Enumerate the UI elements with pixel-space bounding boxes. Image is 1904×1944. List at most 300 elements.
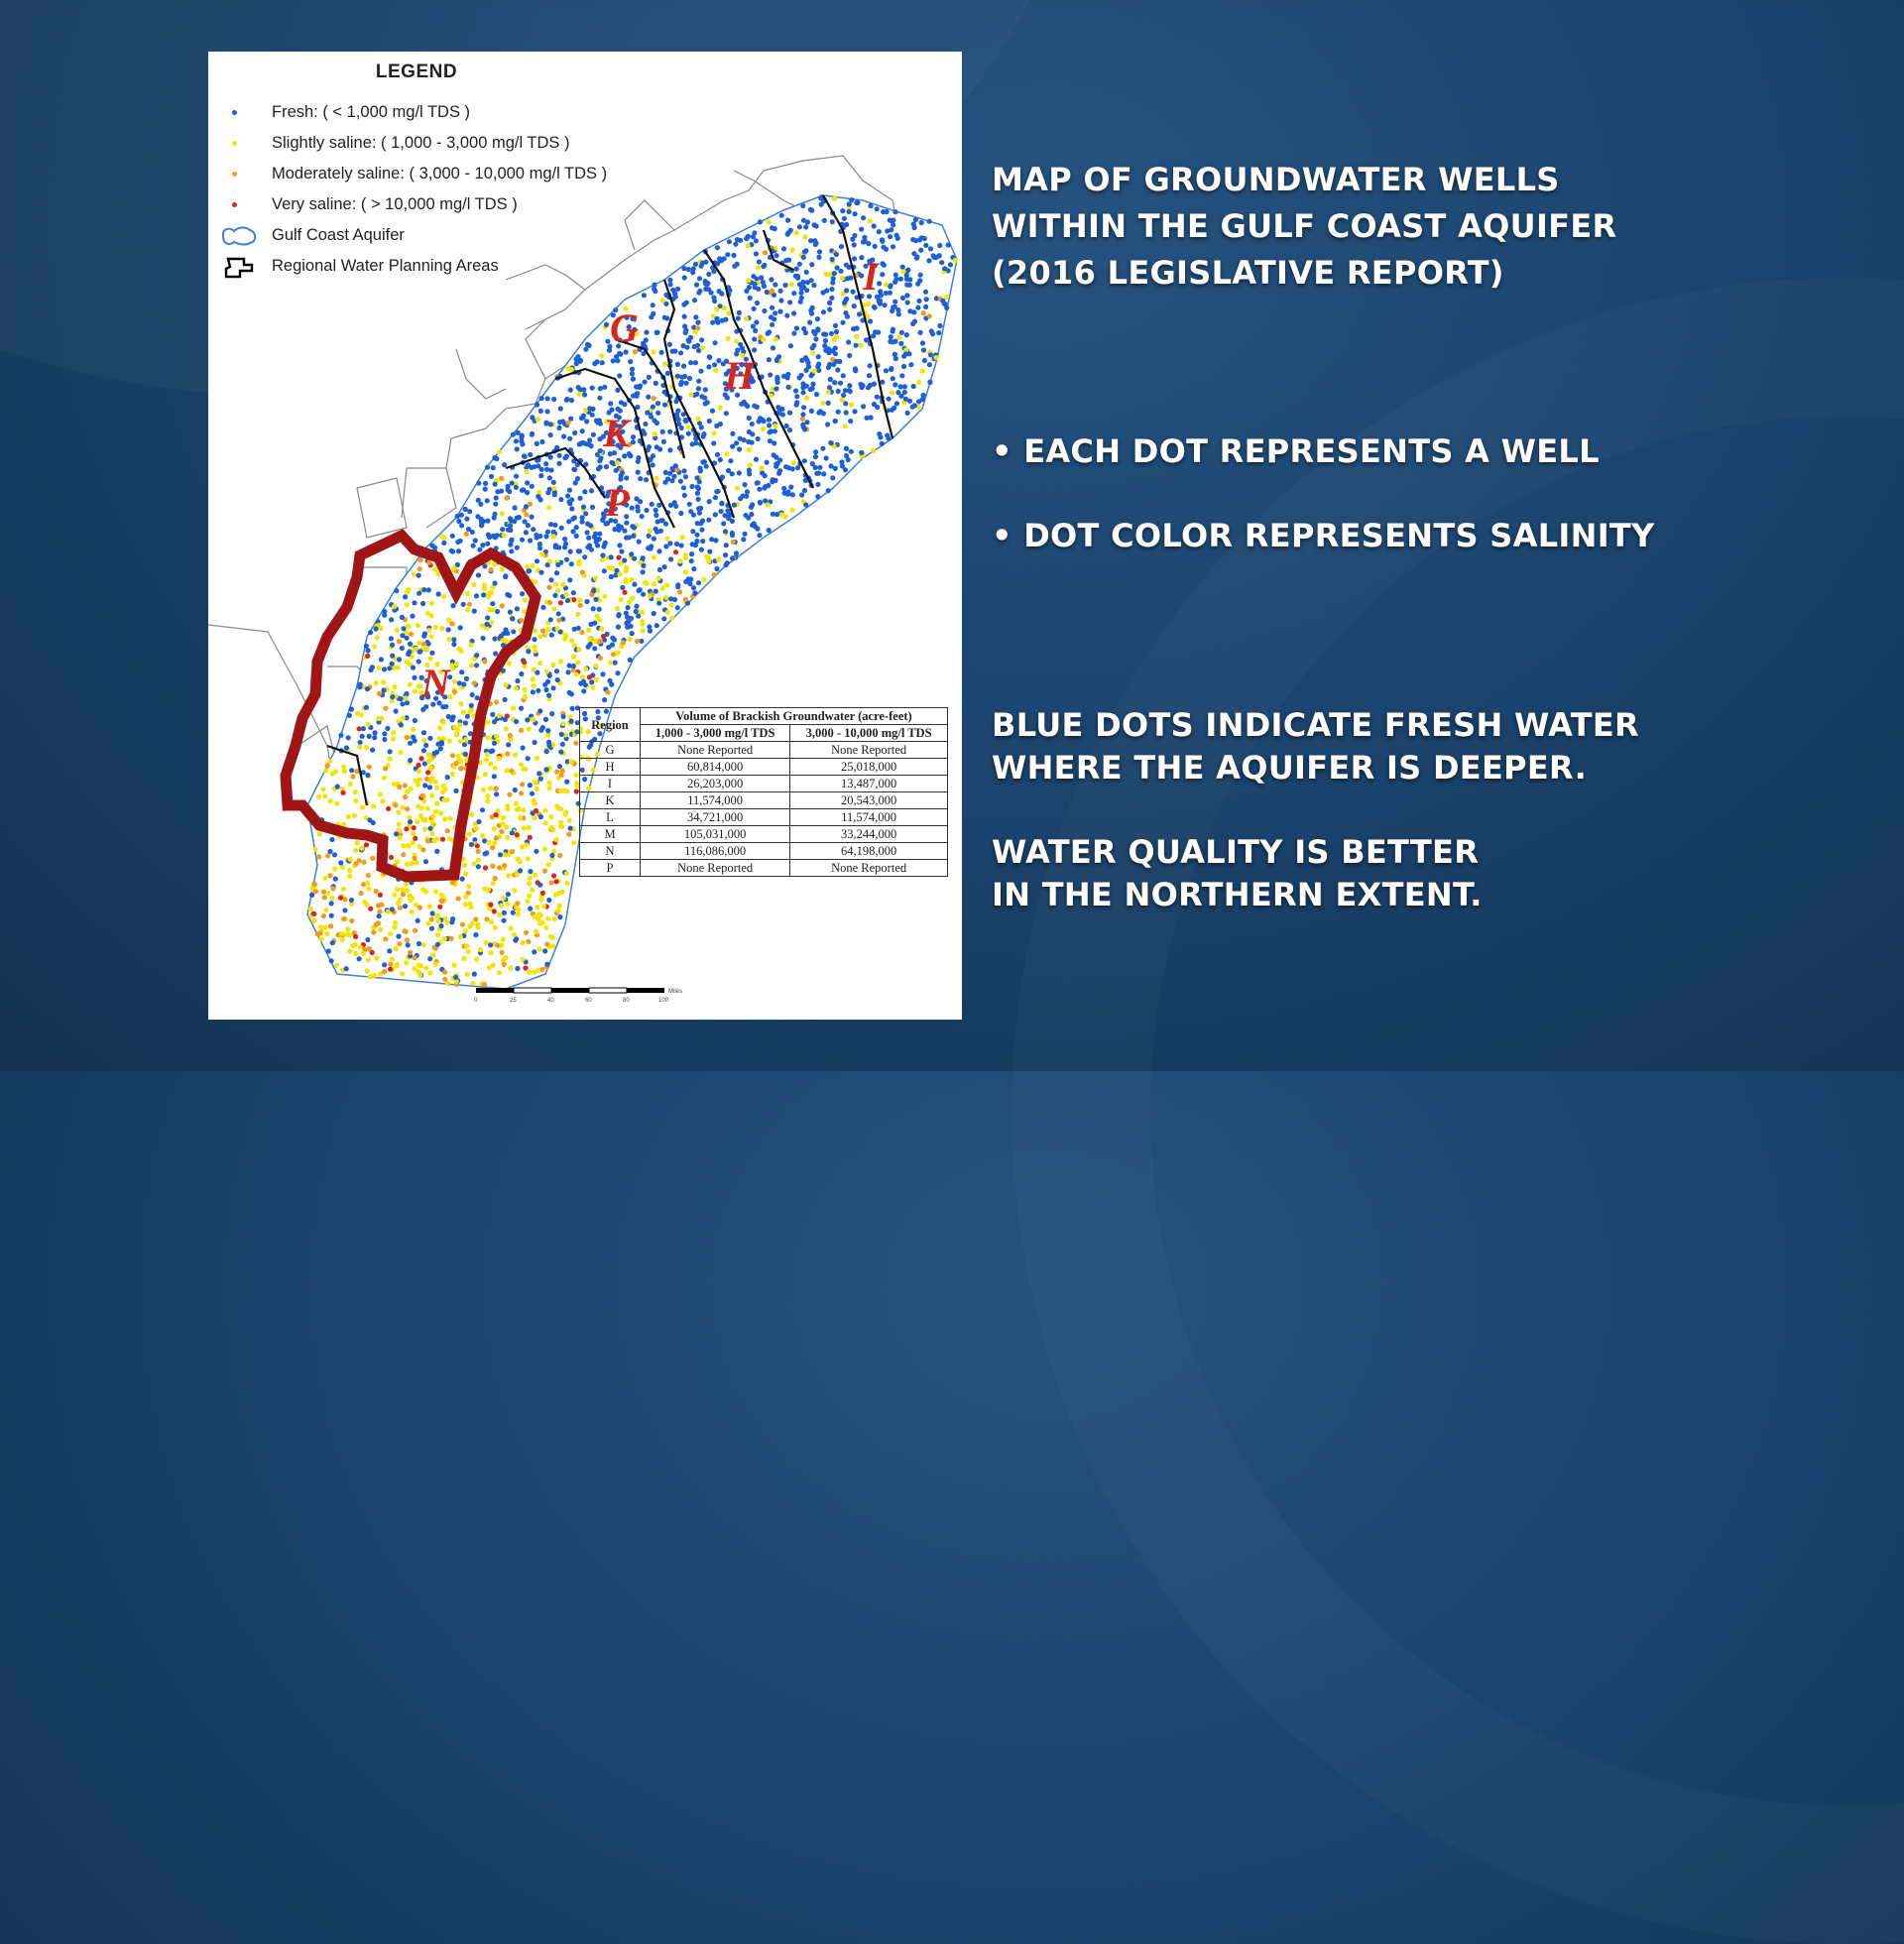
well-dot <box>349 768 354 773</box>
well-dot <box>548 467 553 472</box>
well-dot <box>815 494 820 499</box>
well-dot <box>403 794 408 799</box>
well-dot <box>423 966 428 971</box>
well-dot <box>884 247 889 252</box>
well-dot <box>771 345 775 350</box>
bullet-item: • EACH DOT REPRESENTS A WELL <box>992 432 1600 470</box>
well-dot <box>604 322 609 327</box>
well-dot <box>838 269 843 274</box>
well-dot <box>531 527 536 532</box>
well-dot <box>629 624 634 629</box>
well-dot <box>866 385 871 390</box>
well-dot <box>397 821 402 826</box>
well-dot <box>662 362 667 367</box>
well-dot <box>347 868 352 873</box>
well-dot <box>900 265 905 270</box>
well-dot <box>490 748 495 753</box>
well-dot <box>493 787 498 791</box>
well-dot <box>390 662 395 667</box>
well-dot <box>494 699 499 704</box>
orange-dot-icon <box>218 163 258 186</box>
well-dot <box>537 661 542 666</box>
well-dot <box>511 705 516 710</box>
well-dot <box>554 668 559 673</box>
well-dot <box>494 791 499 796</box>
well-dot <box>652 611 656 616</box>
well-dot <box>544 962 549 967</box>
well-dot <box>451 637 456 642</box>
well-dot <box>489 567 494 572</box>
table-cell: 25,018,000 <box>790 759 948 776</box>
well-dot <box>730 471 735 476</box>
well-dot <box>406 624 411 629</box>
well-dot <box>904 332 909 337</box>
well-dot <box>523 965 528 970</box>
well-dot <box>456 896 461 901</box>
well-dot <box>567 664 572 668</box>
well-dot <box>397 785 402 790</box>
well-dot <box>315 931 320 936</box>
well-dot <box>555 677 560 682</box>
well-dot <box>617 572 622 577</box>
well-dot <box>442 970 447 975</box>
well-dot <box>476 572 481 577</box>
well-dot <box>616 625 621 630</box>
well-dot <box>773 282 777 287</box>
well-dot <box>564 780 569 785</box>
well-dot <box>722 305 727 310</box>
well-dot <box>877 229 882 234</box>
table-cell: 11,574,000 <box>641 792 790 809</box>
well-dot <box>580 674 585 679</box>
well-dot <box>643 422 648 426</box>
well-dot <box>520 591 525 596</box>
well-dot <box>754 319 759 324</box>
well-dot <box>546 862 551 867</box>
well-dot <box>347 713 352 718</box>
well-dot <box>382 667 387 671</box>
well-dot <box>672 348 677 353</box>
well-dot <box>936 330 941 335</box>
well-dot <box>910 321 915 326</box>
well-dot <box>338 896 343 901</box>
well-dot <box>520 957 525 962</box>
well-dot <box>810 382 815 387</box>
well-dot <box>770 305 774 310</box>
well-dot <box>483 865 488 870</box>
well-dot <box>329 958 334 963</box>
well-dot <box>771 477 775 482</box>
well-dot <box>635 504 640 509</box>
well-dot <box>515 832 520 837</box>
well-dot <box>494 835 499 840</box>
well-dot <box>404 695 409 700</box>
well-dot <box>704 464 709 469</box>
well-dot <box>696 497 701 502</box>
well-dot <box>553 893 558 898</box>
well-dot <box>576 561 581 566</box>
well-dot <box>632 582 637 587</box>
well-dot <box>589 547 594 552</box>
well-dot <box>560 721 565 726</box>
well-dot <box>706 272 711 277</box>
well-dot <box>372 973 377 978</box>
well-dot <box>609 574 614 579</box>
well-dot <box>573 773 578 778</box>
table-cell: 105,031,000 <box>641 826 790 843</box>
well-dot <box>425 770 430 775</box>
well-dot <box>810 351 815 356</box>
well-dot <box>557 853 562 858</box>
well-dot <box>501 815 506 820</box>
well-dot <box>393 802 398 807</box>
well-dot <box>492 741 497 746</box>
well-dot <box>497 970 502 975</box>
well-dot <box>797 224 802 229</box>
well-dot <box>520 940 525 945</box>
well-dot <box>844 288 849 293</box>
well-dot <box>652 349 656 354</box>
well-dot <box>825 422 830 426</box>
well-dot <box>686 431 691 436</box>
well-dot <box>491 534 496 539</box>
well-dot <box>423 743 428 748</box>
well-dot <box>514 685 519 690</box>
well-dot <box>696 506 701 511</box>
well-dot <box>683 579 688 584</box>
well-dot <box>648 593 653 598</box>
well-dot <box>746 278 751 283</box>
well-dot <box>763 250 768 255</box>
table-cell: 26,203,000 <box>641 776 790 792</box>
well-dot <box>921 310 926 315</box>
well-dot <box>519 762 524 767</box>
well-dot <box>619 597 624 602</box>
well-dot <box>841 373 846 378</box>
well-dot <box>456 647 461 652</box>
well-dot <box>892 300 897 304</box>
well-dot <box>498 852 503 857</box>
map-legend <box>218 61 635 282</box>
well-dot <box>353 848 358 853</box>
well-dot <box>474 957 479 962</box>
well-dot <box>854 343 859 348</box>
well-dot <box>493 651 498 656</box>
well-dot <box>586 645 591 650</box>
well-dot <box>411 831 416 836</box>
well-dot <box>492 826 497 831</box>
well-dot <box>545 679 550 684</box>
well-dot <box>809 262 814 267</box>
well-dot <box>658 518 663 523</box>
well-dot <box>456 519 461 524</box>
well-dot <box>392 924 397 929</box>
well-dot <box>848 419 853 424</box>
well-dot <box>353 951 358 956</box>
table-row <box>580 809 948 826</box>
well-dot <box>628 637 633 642</box>
well-dot <box>636 470 641 475</box>
well-dot <box>794 230 799 235</box>
well-dot <box>681 485 686 490</box>
well-dot <box>686 425 691 429</box>
well-dot <box>495 943 500 948</box>
well-dot <box>308 907 313 911</box>
well-dot <box>510 830 515 835</box>
well-dot <box>450 916 455 921</box>
well-dot <box>413 836 417 841</box>
well-dot <box>485 542 490 547</box>
well-dot <box>489 474 494 479</box>
well-dot <box>311 917 316 922</box>
well-dot <box>467 602 472 607</box>
well-dot <box>583 347 588 352</box>
well-dot <box>387 948 392 953</box>
well-dot <box>322 876 327 881</box>
well-dot <box>490 712 495 717</box>
well-dot <box>416 641 421 646</box>
table-cell: None Reported <box>790 742 948 759</box>
well-dot <box>829 331 834 336</box>
well-dot <box>378 626 383 631</box>
well-dot <box>504 726 509 731</box>
well-dot <box>700 459 705 464</box>
well-dot <box>646 395 651 400</box>
well-dot <box>718 258 723 263</box>
well-dot <box>502 462 507 467</box>
well-dot <box>797 262 802 267</box>
well-dot <box>872 382 877 387</box>
well-dot <box>778 298 783 303</box>
well-dot <box>896 311 901 316</box>
well-dot <box>821 309 826 314</box>
well-dot <box>840 320 845 325</box>
well-dot <box>594 419 599 424</box>
well-dot <box>442 977 447 982</box>
well-dot <box>517 806 522 811</box>
well-dot <box>328 873 333 878</box>
legend-label: Regional Water Planning Areas <box>272 257 499 275</box>
well-dot <box>330 886 335 891</box>
red-dot-icon <box>218 193 258 217</box>
well-dot <box>726 310 731 315</box>
well-dot <box>784 424 789 428</box>
well-dot <box>525 480 530 485</box>
well-dot <box>766 483 771 488</box>
well-dot <box>316 794 321 799</box>
well-dot <box>757 259 762 264</box>
well-dot <box>875 206 880 211</box>
well-dot <box>493 502 498 507</box>
well-dot <box>347 932 352 937</box>
well-dot <box>559 732 564 737</box>
well-dot <box>826 488 831 493</box>
well-dot <box>557 764 562 769</box>
well-dot <box>510 849 515 854</box>
well-dot <box>513 938 518 943</box>
well-dot <box>624 611 629 616</box>
well-dot <box>490 845 495 850</box>
well-dot <box>679 543 684 547</box>
well-dot <box>476 481 481 486</box>
well-dot <box>775 380 780 385</box>
well-dot <box>474 826 479 831</box>
well-dot <box>697 289 702 294</box>
well-dot <box>360 805 365 810</box>
well-dot <box>475 514 480 519</box>
well-dot <box>349 707 354 712</box>
well-dot <box>675 374 680 379</box>
well-dot <box>929 328 934 333</box>
well-dot <box>755 480 760 485</box>
table-row <box>580 826 948 843</box>
well-dot <box>394 946 399 951</box>
well-dot <box>942 302 947 306</box>
well-dot <box>859 227 864 232</box>
well-dot <box>687 376 692 381</box>
well-dot <box>626 619 631 624</box>
well-dot <box>491 465 496 470</box>
well-dot <box>382 969 387 974</box>
well-dot <box>499 634 504 639</box>
well-dot <box>451 642 456 647</box>
well-dot <box>466 949 471 954</box>
well-dot <box>663 595 668 600</box>
well-dot <box>767 528 772 533</box>
well-dot <box>433 809 438 814</box>
well-dot <box>773 310 777 315</box>
well-dot <box>396 665 401 669</box>
well-dot <box>497 756 502 761</box>
well-dot <box>590 685 595 690</box>
well-dot <box>422 783 427 788</box>
well-dot <box>434 801 439 806</box>
well-dot <box>426 628 431 633</box>
well-dot <box>810 305 815 310</box>
well-dot <box>838 381 843 386</box>
well-dot <box>359 846 364 851</box>
well-dot <box>502 918 507 923</box>
well-dot <box>643 380 648 385</box>
well-dot <box>916 380 921 385</box>
well-dot <box>427 971 432 976</box>
well-dot <box>489 620 494 625</box>
well-dot <box>836 410 841 415</box>
well-dot <box>591 432 596 437</box>
well-dot <box>537 708 542 713</box>
well-dot <box>524 930 529 935</box>
well-dot <box>907 277 912 282</box>
well-dot <box>843 424 848 428</box>
well-dot <box>833 419 838 424</box>
well-dot <box>405 602 410 607</box>
well-dot <box>486 840 491 845</box>
well-dot <box>532 815 536 820</box>
title-line: MAP OF GROUNDWATER WELLS <box>992 161 1560 198</box>
well-dot <box>433 962 438 967</box>
well-dot <box>318 936 323 941</box>
well-dot <box>788 228 793 233</box>
well-dot <box>631 434 636 439</box>
well-dot <box>601 634 606 639</box>
well-dot <box>577 548 582 553</box>
well-dot <box>565 669 570 674</box>
well-dot <box>381 687 386 692</box>
well-dot <box>401 843 406 848</box>
well-dot <box>803 478 808 483</box>
well-dot <box>635 639 640 644</box>
well-dot <box>598 656 603 661</box>
well-dot <box>416 783 420 788</box>
well-dot <box>933 255 938 260</box>
well-dot <box>937 243 942 248</box>
well-dot <box>527 726 532 731</box>
well-dot <box>891 304 895 309</box>
well-dot <box>548 577 553 582</box>
well-dot <box>474 663 479 668</box>
well-dot <box>367 817 372 822</box>
well-dot <box>697 466 702 471</box>
well-dot <box>535 756 539 761</box>
well-dot <box>485 735 490 740</box>
well-dot <box>762 263 767 268</box>
well-dot <box>802 234 807 239</box>
scale-tick: 25 <box>510 998 517 1004</box>
well-dot <box>754 238 759 243</box>
well-dot <box>713 512 718 517</box>
well-dot <box>531 676 536 681</box>
well-dot <box>400 646 405 651</box>
well-dot <box>668 602 673 607</box>
well-dot <box>513 788 518 792</box>
well-dot <box>366 722 371 727</box>
well-dot <box>555 562 560 567</box>
well-dot <box>475 922 480 927</box>
well-dot <box>571 654 576 659</box>
well-dot <box>558 600 563 605</box>
well-dot <box>904 293 909 298</box>
well-dot <box>525 564 530 569</box>
well-dot <box>551 480 556 485</box>
well-dot <box>651 405 655 410</box>
well-dot <box>630 631 635 636</box>
well-dot <box>747 447 752 452</box>
well-dot <box>403 783 408 788</box>
well-dot <box>745 489 750 494</box>
well-dot <box>673 549 678 554</box>
well-dot <box>689 558 694 563</box>
well-dot <box>484 622 489 627</box>
well-dot <box>358 945 363 950</box>
well-dot <box>441 720 446 725</box>
well-dot <box>785 218 790 223</box>
well-dot <box>359 891 364 896</box>
well-dot <box>558 497 563 502</box>
well-dot <box>463 928 468 933</box>
well-dot <box>442 936 447 941</box>
well-dot <box>839 244 844 249</box>
well-dot <box>862 235 867 240</box>
well-dot <box>545 490 550 495</box>
well-dot <box>519 671 524 676</box>
well-dot <box>718 457 723 462</box>
well-dot <box>549 711 554 716</box>
well-dot <box>462 863 467 868</box>
well-dot <box>706 518 711 523</box>
well-dot <box>632 556 637 561</box>
well-dot <box>427 785 432 790</box>
well-dot <box>360 734 365 739</box>
